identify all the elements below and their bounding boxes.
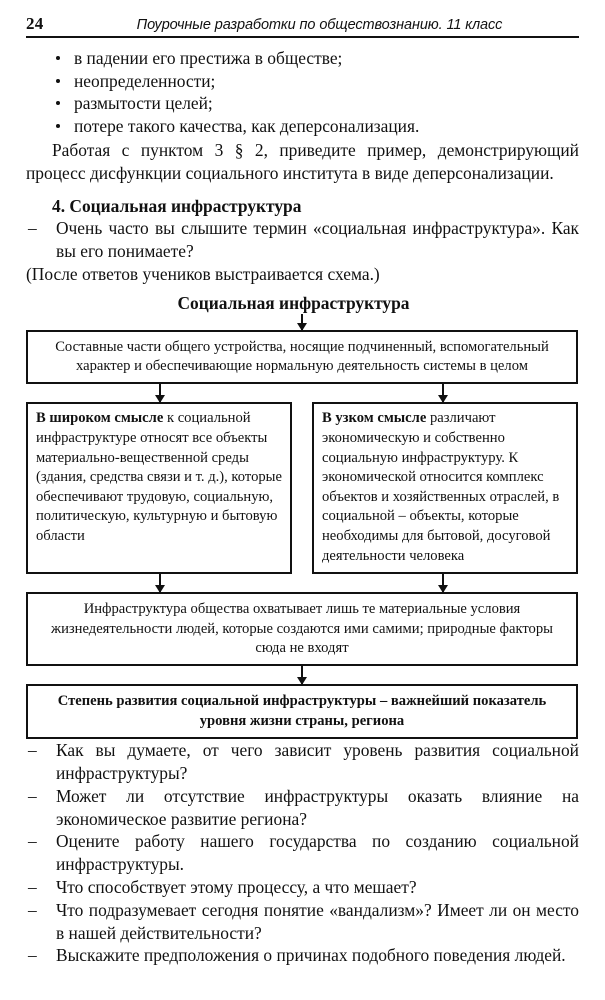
diagram-box-conditions xyxy=(26,592,578,666)
list-item xyxy=(26,92,579,115)
arrow-down-icon xyxy=(442,384,444,402)
list-item xyxy=(26,899,579,945)
header-rule xyxy=(26,36,579,38)
list-item-text: Что способствует этому процессу, а что мешает? xyxy=(56,876,417,897)
closing-question-list xyxy=(26,739,579,967)
list-item-text: Очень часто вы слышите термин «социальная инфраструктура». Как вы его понимаете? xyxy=(56,218,579,261)
arrow-down-icon xyxy=(159,384,161,402)
diagram-box-lead: В широком смысле xyxy=(36,410,164,427)
diagram-box-definition xyxy=(26,330,578,385)
dash-mark-icon: – xyxy=(28,740,37,761)
list-item xyxy=(26,739,579,785)
page-number: 24 xyxy=(26,14,44,33)
diagram-box-text: Составные части общего устройства, носящие подчиненный, вспомогательный характер и обеспечивающие нормальную деятельность системы в целом xyxy=(55,338,549,374)
list-item-text: в падении его престижа в обществе; xyxy=(74,48,343,68)
diagram-box-lead: В узком смысле xyxy=(322,410,427,427)
bullet-dot-icon xyxy=(56,79,60,83)
list-item-text: Может ли отсутствие инфраструктуры оказать влияние на экономическое развитие региона? xyxy=(56,785,579,829)
dash-mark-icon: – xyxy=(28,876,37,897)
diagram-box-indicator xyxy=(26,684,578,739)
list-item xyxy=(26,785,579,831)
connector-row xyxy=(26,314,578,330)
list-item xyxy=(26,47,579,70)
list-item xyxy=(26,876,579,899)
connector-row xyxy=(26,574,578,592)
dash-mark-icon: – xyxy=(28,945,37,966)
diagram-title: Социальная инфраструктура xyxy=(177,292,410,313)
task-paragraph: Работая с пунктом 3 § 2, приведите пример, демонстрирующий процесс дисфункции социального института в виде деперсонализации. xyxy=(26,140,579,183)
list-item xyxy=(26,217,579,263)
arrow-down-icon xyxy=(301,666,303,684)
list-item-text: потере такого качества, как деперсонализация. xyxy=(74,115,420,136)
bullet-dot-icon xyxy=(56,124,60,128)
diagram-box-broad-sense xyxy=(26,402,292,574)
diagram-box-narrow-sense xyxy=(312,402,578,574)
list-item xyxy=(26,944,579,967)
diagram-box-rest: к социальной инфраструктуре относят все объекты материально-вещественной среды (здания, средства связи и т. д.), которые обеспечивают трудовую, социальную, политическую, культурную и бытовую области xyxy=(36,410,282,544)
dash-mark-icon: – xyxy=(28,218,37,239)
diagram-box-text: Инфраструктура общества охватывает лишь те материальные условия жизнедеятельности людей, которые создаются ими самими; природные факторы сюда не входят xyxy=(51,601,553,656)
diagram-box-rest: различают экономическую и собственно социальную инфраструктуру. К экономической относится комплекс объектов и хозяйственных отраслей, в социальной – объекты, которые необходимы для бытовой, досуговой деятельности человека xyxy=(322,410,560,564)
diagram-box-text xyxy=(322,409,569,566)
list-item-text: Как вы думаете, от чего зависит уровень развития социальной инфраструктуры? xyxy=(56,740,579,783)
diagram xyxy=(26,292,579,740)
list-item-text: Оцените работу нашего государства по созданию социальной инфраструктуры. xyxy=(56,831,579,875)
section-question-list xyxy=(26,217,579,263)
bullet-dot-icon xyxy=(56,56,60,60)
running-head xyxy=(26,0,579,34)
connector-row xyxy=(26,666,578,684)
arrow-down-icon xyxy=(301,314,303,330)
list-item xyxy=(26,70,579,93)
list-item-text: неопределенности; xyxy=(74,70,216,91)
stage-direction: (После ответов учеников выстраивается схема.) xyxy=(26,263,380,284)
list-item xyxy=(26,830,579,876)
connector-row xyxy=(26,384,578,402)
dash-mark-icon: – xyxy=(28,899,37,920)
page-title: 4. Социальная инфраструктура xyxy=(52,195,302,216)
bullet-dot-icon xyxy=(56,101,60,105)
running-head-title: Поурочные разработки по обществознанию. 11 класс xyxy=(136,17,503,33)
diagram-branch-row xyxy=(26,402,578,574)
dash-mark-icon: – xyxy=(28,831,37,852)
list-item-text: Что подразумевает сегодня понятие «вандализм»? Имеет ли он место в нашей действительности? xyxy=(56,899,579,943)
diagram-box-text: Степень развития социальной инфраструктуры – важнейший показатель уровня жизни страны, региона xyxy=(57,693,547,729)
arrow-down-icon xyxy=(442,574,444,592)
list-item-text: Выскажите предположения о причинах подобного поведения людей. xyxy=(56,945,566,966)
list-item-text: размытости целей; xyxy=(74,93,213,114)
dash-mark-icon: – xyxy=(28,785,37,806)
dysfunction-bullet-list xyxy=(26,47,579,137)
arrow-down-icon xyxy=(159,574,161,592)
diagram-box-text xyxy=(36,409,283,546)
list-item xyxy=(26,115,579,138)
